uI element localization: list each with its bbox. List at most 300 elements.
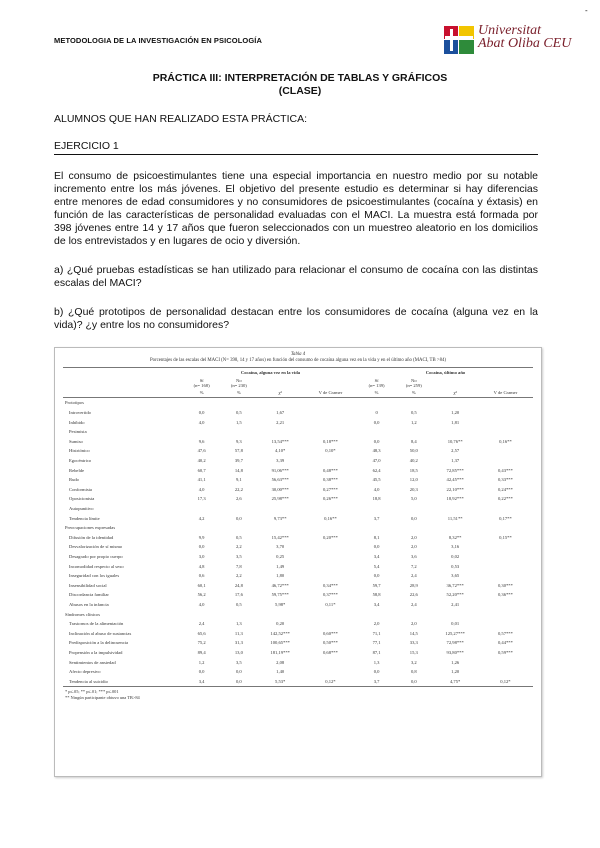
table-cell xyxy=(303,552,358,562)
vcramer-header: V de Cramer xyxy=(303,388,358,398)
table-row xyxy=(63,427,533,437)
table-cell: 47,0 xyxy=(372,458,381,464)
row-label: Desvalorización de sí mismo xyxy=(69,544,123,550)
question-b: b) ¿Qué prototipos de personalidad destacan entre los consumidores de cocaína (alguna vez en la vida)? ¿y entre los no consumidores? xyxy=(54,306,538,331)
intro-paragraph: El consumo de psicoestimulantes tiene una especial importancia en nuestro medio por su notable incremento entre los más jóvenes. El objetivo del presente estudio es determinar si hay diferencias entre menores de edad consumidores y no consumidores de psicoestimulantes (cocaína y éxtasis) en función de las características de personalidad evaluadas con el MACI. La muestra está formada por 398 jóvenes entre 14 y 17 años que fueron seleccionados con un muestreo aleatorio en los domicilios de los entrevistados y en lugares de ocio y diversión. xyxy=(54,170,538,247)
table-cell: 31,3 xyxy=(234,640,243,646)
table-cell: 36,72*** xyxy=(446,582,464,588)
table-cell: 14,8 xyxy=(234,467,243,473)
table-note-2: ** Ningún participante obtuvo una TB>84 xyxy=(65,695,140,700)
table-cell: 0,16** xyxy=(499,438,512,444)
table-section-row xyxy=(63,609,533,619)
table-cell: 18,92*** xyxy=(446,496,464,502)
table-cell xyxy=(303,657,358,667)
table-cell: 0,0 xyxy=(410,515,417,521)
table-row xyxy=(63,590,533,600)
table-cell: 93,80*** xyxy=(446,649,464,655)
table-cell xyxy=(478,667,533,677)
table-cell: 0,53 xyxy=(451,563,460,569)
table-cell: 20,3 xyxy=(409,486,418,492)
table-section-row xyxy=(63,398,533,408)
table-cell: 4,0 xyxy=(198,486,205,492)
table-row xyxy=(63,619,533,629)
table-cell: 62,4 xyxy=(372,467,381,473)
table-cell: 1,20 xyxy=(451,669,460,675)
empty-cell xyxy=(478,378,533,388)
table-cell xyxy=(478,427,533,437)
table-cell: 0,5 xyxy=(235,601,242,607)
table-cell xyxy=(183,427,220,437)
table-cell xyxy=(432,427,477,437)
table-cell: 0,50*** xyxy=(322,640,338,646)
table-cell: 4,10* xyxy=(275,448,286,454)
table-cell xyxy=(432,504,477,514)
exercise-heading: EJERCICIO 1 xyxy=(54,140,538,155)
table-cell: 56,63*** xyxy=(271,477,289,483)
table-cell: 3,4 xyxy=(373,601,380,607)
table-cell: 3,0 xyxy=(198,553,205,559)
row-label: Rudo xyxy=(69,477,79,483)
table-cell: 0,36*** xyxy=(497,592,513,598)
table-cell xyxy=(478,456,533,466)
table-cell: 1,5 xyxy=(235,419,242,425)
row-label: Predisposición a la delincuencia xyxy=(69,640,129,646)
table-cell xyxy=(478,657,533,667)
table-row xyxy=(63,657,533,667)
corner-mark: - xyxy=(585,6,588,15)
table-cell xyxy=(358,427,395,437)
row-label: Propensión a la impulsividad xyxy=(69,649,123,655)
row-label: Tendencia límite xyxy=(69,515,100,521)
table-caption xyxy=(55,352,541,364)
table-cell: 50,0 xyxy=(409,448,418,454)
table-cell xyxy=(257,504,302,514)
table-cell: 0,0 xyxy=(373,544,380,550)
table-row xyxy=(63,600,533,610)
students-label: ALUMNOS QUE HAN REALIZADO ESTA PRÁCTICA: xyxy=(54,113,308,125)
pct-header: % xyxy=(395,388,432,398)
table-cell: 13,54*** xyxy=(271,438,289,444)
row-label: Conformista xyxy=(69,486,92,492)
row-label: Pesimista xyxy=(69,429,87,435)
table-row xyxy=(63,571,533,581)
table-cell: 9,6 xyxy=(198,438,205,444)
table-cell xyxy=(220,504,257,514)
row-label: Introvertido xyxy=(69,410,91,416)
table-cell: 2,0 xyxy=(373,621,380,627)
table-cell: 4,2 xyxy=(198,515,205,521)
group2-header: Cocaína, último año xyxy=(358,368,533,378)
table-cell: 3,39 xyxy=(276,458,285,464)
table-row xyxy=(63,504,533,514)
empty-cell xyxy=(432,378,477,388)
row-label: Sumiso xyxy=(69,438,83,444)
table-cell: 0,33*** xyxy=(497,477,513,483)
table-cell xyxy=(478,600,533,610)
table-cell: 10,76** xyxy=(447,438,463,444)
results-table xyxy=(63,367,533,687)
table-cell: 40,2 xyxy=(409,458,418,464)
table-cell: 2,08 xyxy=(276,659,285,665)
table-cell: 60,1 xyxy=(197,582,206,588)
table-cell: 8,1 xyxy=(373,534,380,540)
table-cell: 0,16** xyxy=(324,515,337,521)
course-header: METODOLOGIA DE LA INVESTIGACIÓN EN PSICOLOGÍA xyxy=(54,36,262,45)
table-cell: 0,26*** xyxy=(322,496,338,502)
table-cell: 9,1 xyxy=(235,477,242,483)
table-cell: 1,2 xyxy=(198,659,205,665)
table-cell xyxy=(478,542,533,552)
table-cell xyxy=(478,619,533,629)
row-label: Oposicionista xyxy=(69,496,95,502)
table-cell: 3,4 xyxy=(373,553,380,559)
row-label: Desagrado por propio cuerpo xyxy=(69,553,123,559)
table-cell: 1,3 xyxy=(373,659,380,665)
table-cell: 0,43*** xyxy=(497,467,513,473)
table-row xyxy=(63,417,533,427)
table-cell: 2,4 xyxy=(410,573,417,579)
table-cell: 100,65*** xyxy=(270,640,290,646)
table-cell xyxy=(478,446,533,456)
table-cell: 1,49 xyxy=(276,563,285,569)
corner-cell xyxy=(63,368,183,378)
table-cell: 3,7 xyxy=(373,515,380,521)
table-section-title: Síndromes clínicos xyxy=(65,611,101,617)
table-cell xyxy=(303,417,358,427)
table-cell: 0,59*** xyxy=(497,649,513,655)
table-cell: 71,1 xyxy=(372,630,381,636)
table-cell: 46,72*** xyxy=(271,582,289,588)
table-cell: 181,19*** xyxy=(270,649,290,655)
table-cell: 1,3 xyxy=(235,621,242,627)
table-cell: 0,0 xyxy=(235,669,242,675)
table-cell: 75,2 xyxy=(197,640,206,646)
row-label: Discordancia familiar xyxy=(69,592,109,598)
table-cell: 0,60*** xyxy=(322,630,338,636)
table-caption-text: Porcentajes de las escalas del MACI (N= 398, 14 y 17 años) en función del consumo de cocaína alguna vez en la vida y en el último año (MACI, TB >84) xyxy=(150,358,446,363)
title-line2: (CLASE) xyxy=(278,85,322,97)
table-cell: 2,41 xyxy=(451,601,460,607)
table-cell: 0,5 xyxy=(235,534,242,540)
col-no-label-2: No xyxy=(411,377,417,383)
table-cell: 59,7 xyxy=(372,582,381,588)
table-cell xyxy=(478,571,533,581)
results-table-image xyxy=(54,347,542,777)
table-section-title: Prototipos xyxy=(65,400,84,406)
table-row xyxy=(63,648,533,658)
table-cell: 1,67 xyxy=(276,410,285,416)
table-cell: 0,5 xyxy=(410,410,417,416)
table-cell: 3,5 xyxy=(235,659,242,665)
table-cell: 1,26 xyxy=(451,659,460,665)
table-cell: 24,8 xyxy=(234,582,243,588)
row-label: Inhibido xyxy=(69,419,85,425)
table-cell: 3,6 xyxy=(410,553,417,559)
table-cell: 22,2 xyxy=(234,486,243,492)
page-title xyxy=(0,72,600,98)
table-cell: 2,0 xyxy=(410,534,417,540)
table-cell xyxy=(303,542,358,552)
table-row xyxy=(63,437,533,447)
table-cell: 14,5 xyxy=(409,630,418,636)
university-name-line2: Abat Oliba CEU xyxy=(478,36,572,51)
table-cell: 57,8 xyxy=(234,448,243,454)
table-cell: 60,7 xyxy=(197,467,206,473)
table-cell: 3,7 xyxy=(358,676,395,686)
table-cell xyxy=(478,417,533,427)
table-cell: 22,6 xyxy=(409,592,418,598)
table-cell: 0,20*** xyxy=(322,534,338,540)
university-name-line1: Universitat xyxy=(478,23,541,38)
table-cell: 52,20*** xyxy=(446,592,464,598)
table-row xyxy=(63,628,533,638)
table-cell: 39,7 xyxy=(234,458,243,464)
table-row xyxy=(63,676,533,686)
table-cell xyxy=(395,504,432,514)
table-cell: 1,37 xyxy=(451,458,460,464)
title-line1: PRÁCTICA III: INTERPRETACIÓN DE TABLAS Y GRÁFICOS xyxy=(152,72,448,84)
table-cell xyxy=(183,504,220,514)
table-cell: 77,1 xyxy=(372,640,381,646)
table-cell xyxy=(358,504,395,514)
table-cell: 2,2 xyxy=(235,573,242,579)
row-label: Autopunitivo xyxy=(69,506,94,512)
table-cell: 0,44*** xyxy=(497,640,513,646)
table-row xyxy=(63,638,533,648)
table-cell: 5,53* xyxy=(257,676,302,686)
table-cell: 3,4 xyxy=(183,676,220,686)
row-label: Histriónico xyxy=(69,448,90,454)
chi-header: χ² xyxy=(257,388,302,398)
row-label: Incomodidad respecto al sexo xyxy=(69,563,124,569)
table-cell: 2,4 xyxy=(410,601,417,607)
table-cell: 3,65 xyxy=(451,573,460,579)
row-label: Trastornos de la alimentación xyxy=(69,621,124,627)
table-cell: 0,10* xyxy=(325,448,336,454)
table-cell: 7,8 xyxy=(235,563,242,569)
table-cell xyxy=(257,427,302,437)
table-cell: 11,3 xyxy=(234,630,243,636)
table-cell: 7,2 xyxy=(410,563,417,569)
table-note-1: * p≤.05; ** p≤.01; *** p≤.001 xyxy=(65,689,119,694)
table-cell: 0,0 xyxy=(373,419,380,425)
row-label: Egocéntrico xyxy=(69,458,92,464)
table-cell xyxy=(478,408,533,418)
table-cell: 1,80 xyxy=(276,573,285,579)
table-cell: 0,30*** xyxy=(497,582,513,588)
table-cell: 8,4 xyxy=(410,438,417,444)
table-cell: 12,0 xyxy=(409,477,418,483)
table-cell: 45,5 xyxy=(372,477,381,483)
table-cell: 0,17** xyxy=(499,515,512,521)
table-cell: 13,0 xyxy=(234,649,243,655)
table-row xyxy=(63,485,533,495)
table-cell: 5,98* xyxy=(275,601,286,607)
table-cell xyxy=(303,456,358,466)
group1-header: Cocaína, alguna vez en la vida xyxy=(183,368,358,378)
row-label: Afecto depresivo xyxy=(69,669,101,675)
pct-header: % xyxy=(358,388,395,398)
table-row xyxy=(63,446,533,456)
table-cell: 0,27*** xyxy=(322,486,338,492)
table-cell: 3,16 xyxy=(451,544,460,550)
table-cell: 0,57*** xyxy=(497,630,513,636)
table-cell: 0,25 xyxy=(276,553,285,559)
table-cell: 1,20 xyxy=(451,410,460,416)
table-cell: 2,0 xyxy=(410,621,417,627)
row-label: Inclinación al abuso de sustancias xyxy=(69,630,132,636)
table-cell xyxy=(303,504,358,514)
table-cell: 48,3 xyxy=(372,448,381,454)
table-cell: 89,4 xyxy=(197,649,206,655)
col-no-n-2: (n= 259) xyxy=(405,382,422,388)
table-cell xyxy=(478,504,533,514)
table-cell: 2,21 xyxy=(276,419,285,425)
table-row xyxy=(63,408,533,418)
table-cell: 0,5 xyxy=(235,410,242,416)
table-cell xyxy=(303,561,358,571)
table-row xyxy=(63,494,533,504)
table-cell: 125,27*** xyxy=(445,630,465,636)
table-cell: 4,0 xyxy=(198,601,205,607)
table-cell: 0,34*** xyxy=(322,582,338,588)
table-cell: 0,0 xyxy=(373,438,380,444)
table-cell: 33,3 xyxy=(409,640,418,646)
table-cell: 0,0 xyxy=(395,676,432,686)
table-row xyxy=(63,580,533,590)
row-label: Rebelde xyxy=(69,467,85,473)
table-cell: 72,85*** xyxy=(446,467,464,473)
table-cell: 0,20 xyxy=(276,621,285,627)
table-cell xyxy=(303,619,358,629)
table-cell: 41,1 xyxy=(197,477,206,483)
table-cell: 17,6 xyxy=(234,592,243,598)
table-cell: 47,6 xyxy=(197,448,206,454)
empty-cell xyxy=(303,378,358,388)
table-cell: 2,4 xyxy=(198,621,205,627)
table-cell: 4,0 xyxy=(373,486,380,492)
col-no xyxy=(220,378,257,388)
table-cell: 5,4 xyxy=(373,563,380,569)
col-no-n: (n= 230) xyxy=(230,382,247,388)
row-label: Sentimientos de ansiedad xyxy=(69,659,116,665)
table-cell: 65,6 xyxy=(197,630,206,636)
table-row xyxy=(63,456,533,466)
col-si-label-2: Sí xyxy=(374,377,379,383)
table-cell xyxy=(303,667,358,677)
table-cell: 91,06*** xyxy=(271,467,289,473)
table-section-title: Preocupaciones expresadas xyxy=(65,525,116,531)
table-cell xyxy=(303,571,358,581)
table-cell: 8,32** xyxy=(448,534,462,540)
table-cell: 0,8 xyxy=(410,669,417,675)
table-cell: 4,0 xyxy=(198,419,205,425)
table-caption-title: Tabla 4 xyxy=(290,352,306,357)
table-cell: 0,22*** xyxy=(497,496,513,502)
col-si-n: (n= 168) xyxy=(193,382,210,388)
row-label: Inseguridad con los iguales xyxy=(69,573,120,579)
table-cell: 0,68*** xyxy=(322,649,338,655)
table-cell: 87,1 xyxy=(372,649,381,655)
col-si-label: Sí xyxy=(199,377,204,383)
row-label: Tendencia al suicidio xyxy=(63,676,183,686)
table-notes xyxy=(65,689,541,701)
table-cell: 0,15** xyxy=(499,534,512,540)
question-a: a) ¿Qué pruebas estadísticas se han utilizado para relacionar el consumo de cocaína con las distintas escalas del MACI? xyxy=(54,264,538,289)
table-cell: 9,3 xyxy=(235,438,242,444)
table-cell: 28,9 xyxy=(409,582,418,588)
table-row xyxy=(63,533,533,543)
table-cell: 0,12* xyxy=(478,676,533,686)
table-cell: 9,73** xyxy=(273,515,287,521)
empty-cell xyxy=(63,378,183,388)
pct-header: % xyxy=(183,388,220,398)
table-cell: 142,52*** xyxy=(270,630,290,636)
table-cell: 0,18*** xyxy=(322,438,338,444)
table-cell: 9,9 xyxy=(198,534,205,540)
table-section-row xyxy=(63,523,533,533)
table-row xyxy=(63,552,533,562)
table-row xyxy=(63,475,533,485)
pct-header: % xyxy=(220,388,257,398)
row-label: Difusión de la identidad xyxy=(69,534,114,540)
table-cell: 0,48*** xyxy=(322,467,338,473)
col-si-2 xyxy=(358,378,395,388)
col-si-n-2: (n= 139) xyxy=(368,382,385,388)
table-cell: 17,3 xyxy=(197,496,206,502)
table-cell: 0,0 xyxy=(198,669,205,675)
table-cell: 1,40 xyxy=(276,669,285,675)
table-cell: 59,75*** xyxy=(271,592,289,598)
table-cell: 0,0 xyxy=(198,410,205,416)
table-cell: 0,0 xyxy=(198,544,205,550)
table-cell: 0,11* xyxy=(325,601,336,607)
table-cell xyxy=(303,427,358,437)
table-cell: 4,8 xyxy=(198,563,205,569)
table-cell: 18,8 xyxy=(372,496,381,502)
table-cell: 30,00*** xyxy=(271,486,289,492)
table-cell: 0,12* xyxy=(303,676,358,686)
university-logo-icon xyxy=(444,26,474,54)
table-cell: 3,5 xyxy=(235,553,242,559)
row-label: Abusos en la infancia xyxy=(69,601,109,607)
row-label: Insensibilidad social xyxy=(69,582,107,588)
table-cell: 5,0 xyxy=(410,496,417,502)
col-no-label: No xyxy=(236,377,242,383)
col-si xyxy=(183,378,220,388)
table-cell: 15,3 xyxy=(409,649,418,655)
table-row xyxy=(63,542,533,552)
table-cell: 0,6 xyxy=(198,573,205,579)
table-row xyxy=(63,465,533,475)
table-cell: 25,98*** xyxy=(271,496,289,502)
table-cell: 4,75* xyxy=(432,676,477,686)
table-cell: 0 xyxy=(375,410,378,416)
university-name xyxy=(478,24,571,50)
table-cell: 2,57 xyxy=(451,448,460,454)
table-cell: 22,10*** xyxy=(446,486,464,492)
table-cell: 2,0 xyxy=(410,544,417,550)
table-row xyxy=(63,513,533,523)
table-cell: 18,5 xyxy=(409,467,418,473)
table-cell: 0,0 xyxy=(235,515,242,521)
table-cell: 11,51** xyxy=(447,515,463,521)
table-cell: 58,8 xyxy=(372,592,381,598)
table-cell xyxy=(478,552,533,562)
table-row xyxy=(63,667,533,677)
table-cell xyxy=(303,408,358,418)
table-cell: 72,98*** xyxy=(446,640,464,646)
